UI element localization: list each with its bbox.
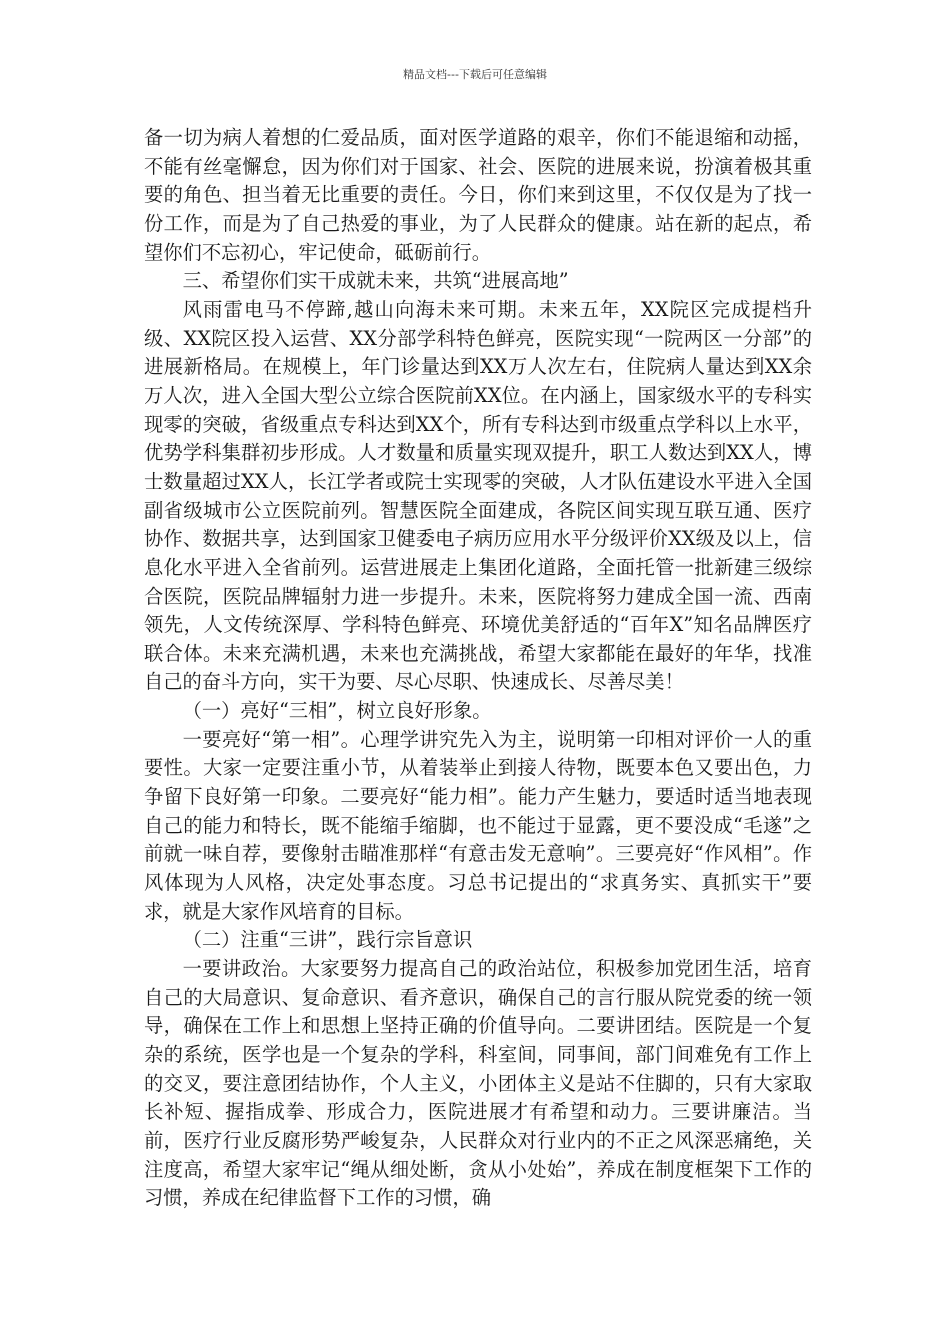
paragraph-three-talks: 一要讲政治。大家要努力提高自己的政治站位，积极参加党团生活，培育自己的大局意识、复命意识、看齐意识，确保自己的言行服从院党委的统一领导，确保在工作上和思想上坚持正确的价值导向。二要讲团结。医院是一个复杂的系统，医学也是一个复杂的学科，科室间，同事间，部门间难免有工作上的交叉，要注意团结协作，个人主义，小团体主义是站不住脚的，只有大家取长补短、握指成拳、形成合力，医院进展才有希望和动力。三要讲廉洁。当前，医疗行业反腐形势严峻复杂，人民群众对行业内的不正之风深恶痛绝，关注度高，希望大家牢记“绳从细处断，贪从小处始”，养成在制度框架下工作的习惯，养成在纪律监督下工作的习惯，确	[144, 957, 812, 1210]
section-heading-three: 三、希望你们实干成就未来，共筑“进展高地”	[182, 269, 569, 293]
page-header-note: 精品文档---下载后可任意编辑	[403, 68, 547, 81]
document-body	[144, 124, 812, 1213]
subheading-one: （一）亮好“三相”，树立良好形象。	[182, 699, 492, 723]
paragraph-three-aspects: 一要亮好“第一相”。心理学讲究先入为主，说明第一印相对评价一人的重要性。大家一定要注重小节，从着装举止到接人待物，既要本色又要出色，力争留下良好第一印象。二要亮好“能力相”。能力产生魅力，要适时适当地表现自己的能力和特长，既不能缩手缩脚，也不能过于显露，更不要没成“毛遂”之前就一味自荐，要像射击瞄准那样“有意击发无意响”。三要亮好“作风相”。作风体现为人风格，决定处事态度。习总书记提出的“求真务实、真抓实干”要求，就是大家作风培育的目标。	[144, 727, 812, 923]
paragraph-future-plan: 风雨雷电马不停蹄,越山向海未来可期。未来五年，XX院区完成提档升级、XX院区投入运营、XX分部学科特色鲜亮，医院实现“一院两区一分部”的进展新格局。在规模上，年门诊量达到XX万人次左右，住院病人量达到XX余万人次，进入全国大型公立综合医院前XX位。在内涵上，国家级水平的专科实现零的突破，省级重点专科达到XX个，所有专科达到市级重点学科以上水平，优势学科集群初步形成。人才数量和质量实现双提升，职工人数达到XX人，博士数量超过XX人，长江学者或院士实现零的突破，人才队伍建设水平进入全国副省级城市公立医院前列。智慧医院全面建成，各院区间实现互联互通、医疗协作、数据共享，达到国家卫健委电子病历应用水平分级评价XX级及以上，信息化水平进入全省前列。运营进展走上集团化道路，全面托管一批新建三级综合医院，医院品牌辐射力进一步提升。未来，医院将努力建成全国一流、西南领先，人文传统深厚、学科特色鲜亮、环境优美舒适的“百年X”知名品牌医疗联合体。未来充满机遇，未来也充满挑战，希望大家都能在最好的年华，找准自己的奋斗方向，实干为要、尽心尽职、快速成长、尽善尽美！	[144, 297, 812, 694]
subheading-two: （二）注重“三讲”，践行宗旨意识	[182, 928, 473, 952]
paragraph-continuation: 备一切为病人着想的仁爱品质，面对医学道路的艰辛，你们不能退缩和动摇，不能有丝毫懈怠，因为你们对于国家、社会、医院的进展来说，扮演着极其重要的角色、担当着无比重要的责任。今日，你们来到这里，不仅仅是为了找一份工作，而是为了自己热爱的事业，为了人民群众的健康。站在新的起点，希望你们不忘初心，牢记使命，砥砺前行。	[144, 126, 812, 264]
